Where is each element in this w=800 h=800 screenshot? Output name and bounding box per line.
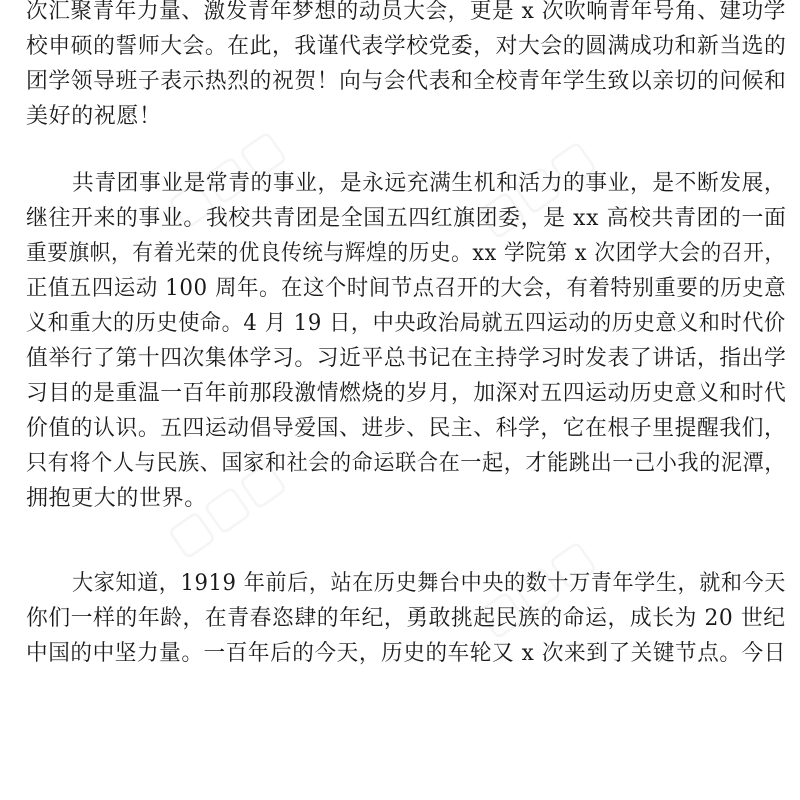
paragraph-2-line: 习目的是重温一百年前那段激情燃烧的岁月，加深对五四运动历史意义和时代 [26, 381, 787, 406]
watermark: ▢▢▢ [466, 527, 605, 647]
paragraph-1-line: 次汇聚青年力量、激发青年梦想的动员大会，更是 x 次吹响青年号角、建功学 [26, 0, 786, 24]
paragraph-3-line: 中国的中坚力量。一百年后的今天，历史的车轮又 x 次来到了关键节点。今日 [26, 641, 786, 666]
paragraph-2-line: 价值的认识。五四运动倡导爱国、进步、民主、科学，它在根子里提醒我们， [26, 416, 787, 441]
watermark: ▢▢▢ [466, 127, 605, 247]
paragraph-2-line: 正值五四运动 100 周年。在这个时间节点召开的大会，有着特别重要的历史意 [26, 276, 787, 301]
paragraph-2-line: 值举行了第十四次集体学习。习近平总书记在主持学习时发表了讲话，指出学 [26, 346, 787, 371]
watermark: ▢▢▢ [156, 447, 295, 567]
paragraph-2-line: 只有将个人与民族、国家和社会的命运联合在一起，才能跳出一己小我的泥潭， [26, 451, 787, 476]
paragraph-1-line: 校申硕的誓师大会。在此，我谨代表学校党委，对大会的圆满成功和新当选的 [26, 34, 787, 59]
paragraph-2-line: 共青团事业是常青的事业，是永远充满生机和活力的事业，是不断发展， [72, 171, 787, 196]
paragraph-2-line: 义和重大的历史使命。4 月 19 日，中央政治局就五四运动的历史意义和时代价 [26, 311, 786, 336]
paragraph-3-line: 你们一样的年龄，在青春恣肆的年纪，勇敢挑起民族的命运，成长为 20 世纪 [26, 606, 786, 631]
paragraph-2-line: 继往开来的事业。我校共青团是全国五四红旗团委，是 xx 高校共青团的一面 [26, 206, 787, 231]
paragraph-3-line: 大家知道，1919 年前后，站在历史舞台中央的数十万青年学生，就和今天 [72, 571, 787, 596]
paragraph-1-line: 团学领导班子表示热烈的祝贺！向与会代表和全校青年学生致以亲切的问候和 [26, 69, 787, 94]
paragraph-2-line: 拥抱更大的世界。 [26, 486, 207, 511]
watermark: ▢▢▢ [156, 117, 295, 237]
paragraph-1-line: 美好的祝愿！ [26, 104, 162, 129]
paragraph-2-line: 重要旗帜，有着光荣的优良传统与辉煌的历史。xx 学院第 x 次团学大会的召开， [26, 241, 786, 266]
